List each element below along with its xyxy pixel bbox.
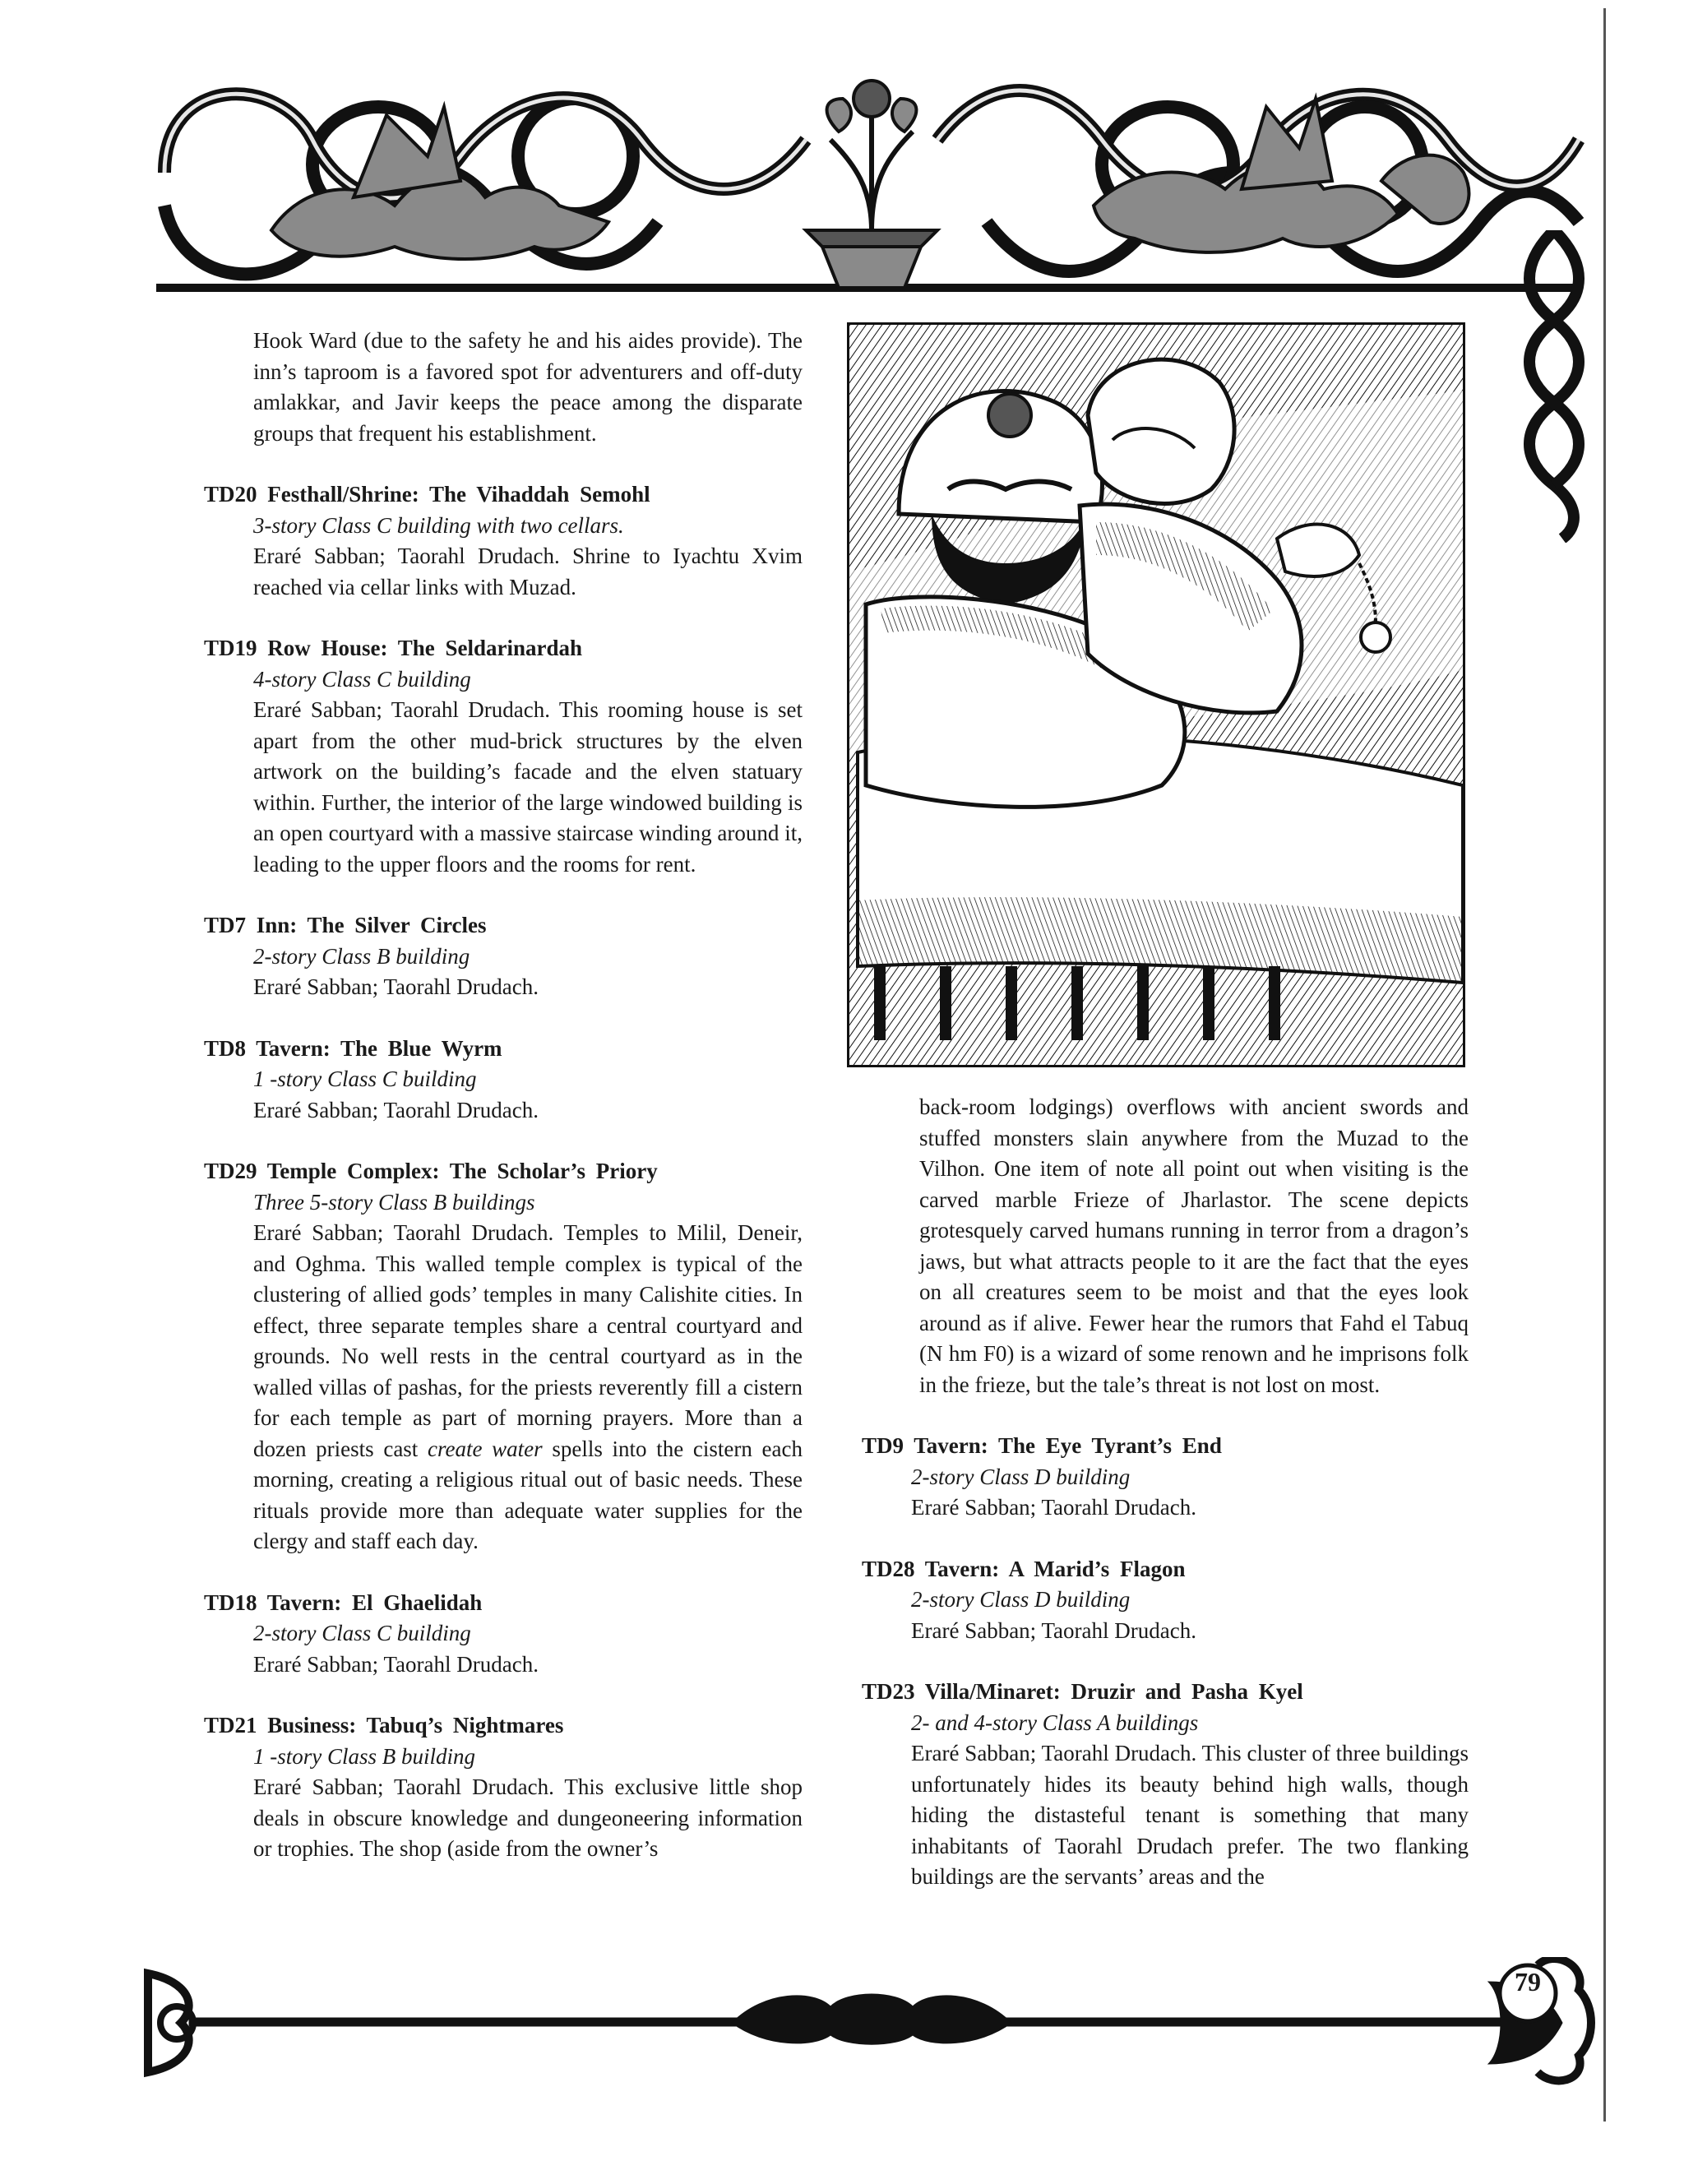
entry-body: Eraré Sabban; Taorahl Drudach.: [253, 974, 539, 999]
body-text-before: Eraré Sabban; Taorahl Drudach. Temples to Milil, Deneir, and Oghma. This walled temple complex is typical of the clustering of allied gods’ temples in many Calishite cities. In effect, three separate temples share a central courtyard and grounds. No well rests in the central courtyard as in the walled villas of pashas, for the priests reverently fill a cistern for each temple as part of morning prayers. More than a dozen priests cast: [253, 1220, 803, 1461]
entry-body: Eraré Sabban; Taorahl Drudach. Shrine to Iyachtu Xvim reached via cellar links with Muzad.: [253, 544, 803, 599]
entry-title: TD18 Tavern: El Ghaelidah: [204, 1589, 483, 1615]
entry-title: TD29 Temple Complex: The Scholar’s Priory: [204, 1159, 658, 1183]
entry-td29: [204, 1156, 803, 1557]
entry-title: TD8 Tavern: The Blue Wyrm: [204, 1035, 502, 1061]
continuation-paragraph: back-room lodgings) overflows with ancient swords and stuffed monsters slain anywhere from the Muzad to the Vilhon. One item of note all point out when visiting is the carved marble Frieze of Jharlastor. The scene depicts grotesquely carved humans running in terror from a dragon’s jaws, but what attracts people to it are the fact that the eyes on all creatures seem to be moist and that the eyes look around as if alive. Fewer hear the rumors that Fahd el Tabuq (N hm F0) is a wizard of some renown and he imprisons folk in the frieze, but the tale’s threat is not lost on most.: [919, 1094, 1469, 1397]
entry-subtitle: 2-story Class B building: [253, 943, 470, 969]
entry-body: Eraré Sabban; Taorahl Drudach. This rooming house is set apart from the other mud-brick structures by the elven artwork on the building’s facade and the elven statuary within. Further, the interior of the large windowed building is an open courtyard with a massive staircase winding around it, leading to the upper floors and the rooms for rent.: [253, 697, 803, 877]
entry-td7: [204, 910, 803, 1003]
entry-body: [204, 1218, 803, 1557]
entry-title: TD28 Tavern: A Marid’s Flagon: [862, 1556, 1186, 1581]
entry-td19: [204, 633, 803, 880]
entry-td20: [204, 479, 803, 603]
entry-title: TD7 Inn: The Silver Circles: [204, 913, 487, 937]
vase-ornament: [806, 81, 937, 288]
celtic-knot-border: [148, 41, 1595, 325]
entry-subtitle: 2- and 4-story Class A buildings: [911, 1710, 1199, 1735]
entry-subtitle: 1 -story Class C building: [253, 1067, 477, 1091]
entry-title: TD23 Villa/Minaret: Druzir and Pasha Kyel: [862, 1679, 1303, 1704]
page-edge-rule: [1603, 8, 1606, 2122]
entry-td8: [204, 1034, 803, 1127]
entry-body: Eraré Sabban; Taorahl Drudach. This cluster of three buildings unfortunately hides its beauty behind high walls, though hiding the distasteful tenant is something that many inhabitants of Taorahl Drudach prefer. The two flanking buildings are the servants’ areas and the: [911, 1741, 1469, 1889]
left-column: [204, 326, 803, 1895]
illustration-sultan-and-woman: [847, 322, 1465, 1067]
page-number: 79: [1515, 1967, 1541, 1997]
entry-td23: [862, 1677, 1469, 1893]
body-text-after: spells into the cistern each morning, creating a religious ritual out of basic needs. These rituals provide more than adequate water supplies for the clergy and staff each day.: [253, 1436, 803, 1553]
entry-subtitle: 2-story Class C building: [253, 1621, 471, 1645]
entry-title: TD20 Festhall/Shrine: The Vihaddah Semohl: [204, 482, 650, 507]
entry-td18: [204, 1588, 803, 1681]
entry-title: TD9 Tavern: The Eye Tyrant’s End: [862, 1433, 1222, 1458]
spell-name: create water: [428, 1436, 543, 1461]
entry-subtitle: 3-story Class C building with two cellars.: [253, 512, 624, 538]
scroll-ornament: [140, 1957, 1603, 2089]
entry-subtitle: 4-story Class C building: [253, 666, 471, 692]
entry-subtitle: Three 5-story Class B buildings: [253, 1189, 535, 1215]
knot-corner-ornament: [1505, 230, 1603, 543]
intro-paragraph: Hook Ward (due to the safety he and his aides provide). The inn’s taproom is a favored spot for adventurers and off-duty amlakkar, and Javir keeps the peace among the disparate groups that frequent his establishment.: [253, 328, 803, 446]
entry-body: Eraré Sabban; Taorahl Drudach.: [253, 1097, 539, 1122]
entry-title: TD21 Business: Tabuq’s Nightmares: [204, 1713, 564, 1737]
entry-body: Eraré Sabban; Taorahl Drudach. This exclusive little shop deals in obscure knowledge and dungeoneering information or trophies. The shop (aside from the owner’s: [253, 1774, 803, 1861]
entry-subtitle: 2-story Class D building: [911, 1587, 1131, 1612]
entry-body: Eraré Sabban; Taorahl Drudach.: [253, 1651, 539, 1677]
entry-body: Eraré Sabban; Taorahl Drudach.: [911, 1617, 1196, 1643]
entry-body: Eraré Sabban; Taorahl Drudach.: [911, 1495, 1196, 1520]
entry-subtitle: 2-story Class D building: [911, 1464, 1131, 1489]
entry-subtitle: 1 -story Class B building: [253, 1743, 476, 1769]
entry-td21: [204, 1710, 803, 1865]
entry-td28: [862, 1554, 1469, 1647]
entry-title: TD19 Row House: The Seldarinardah: [204, 636, 583, 660]
entry-td9: [862, 1431, 1469, 1524]
right-column: [862, 1092, 1469, 1923]
